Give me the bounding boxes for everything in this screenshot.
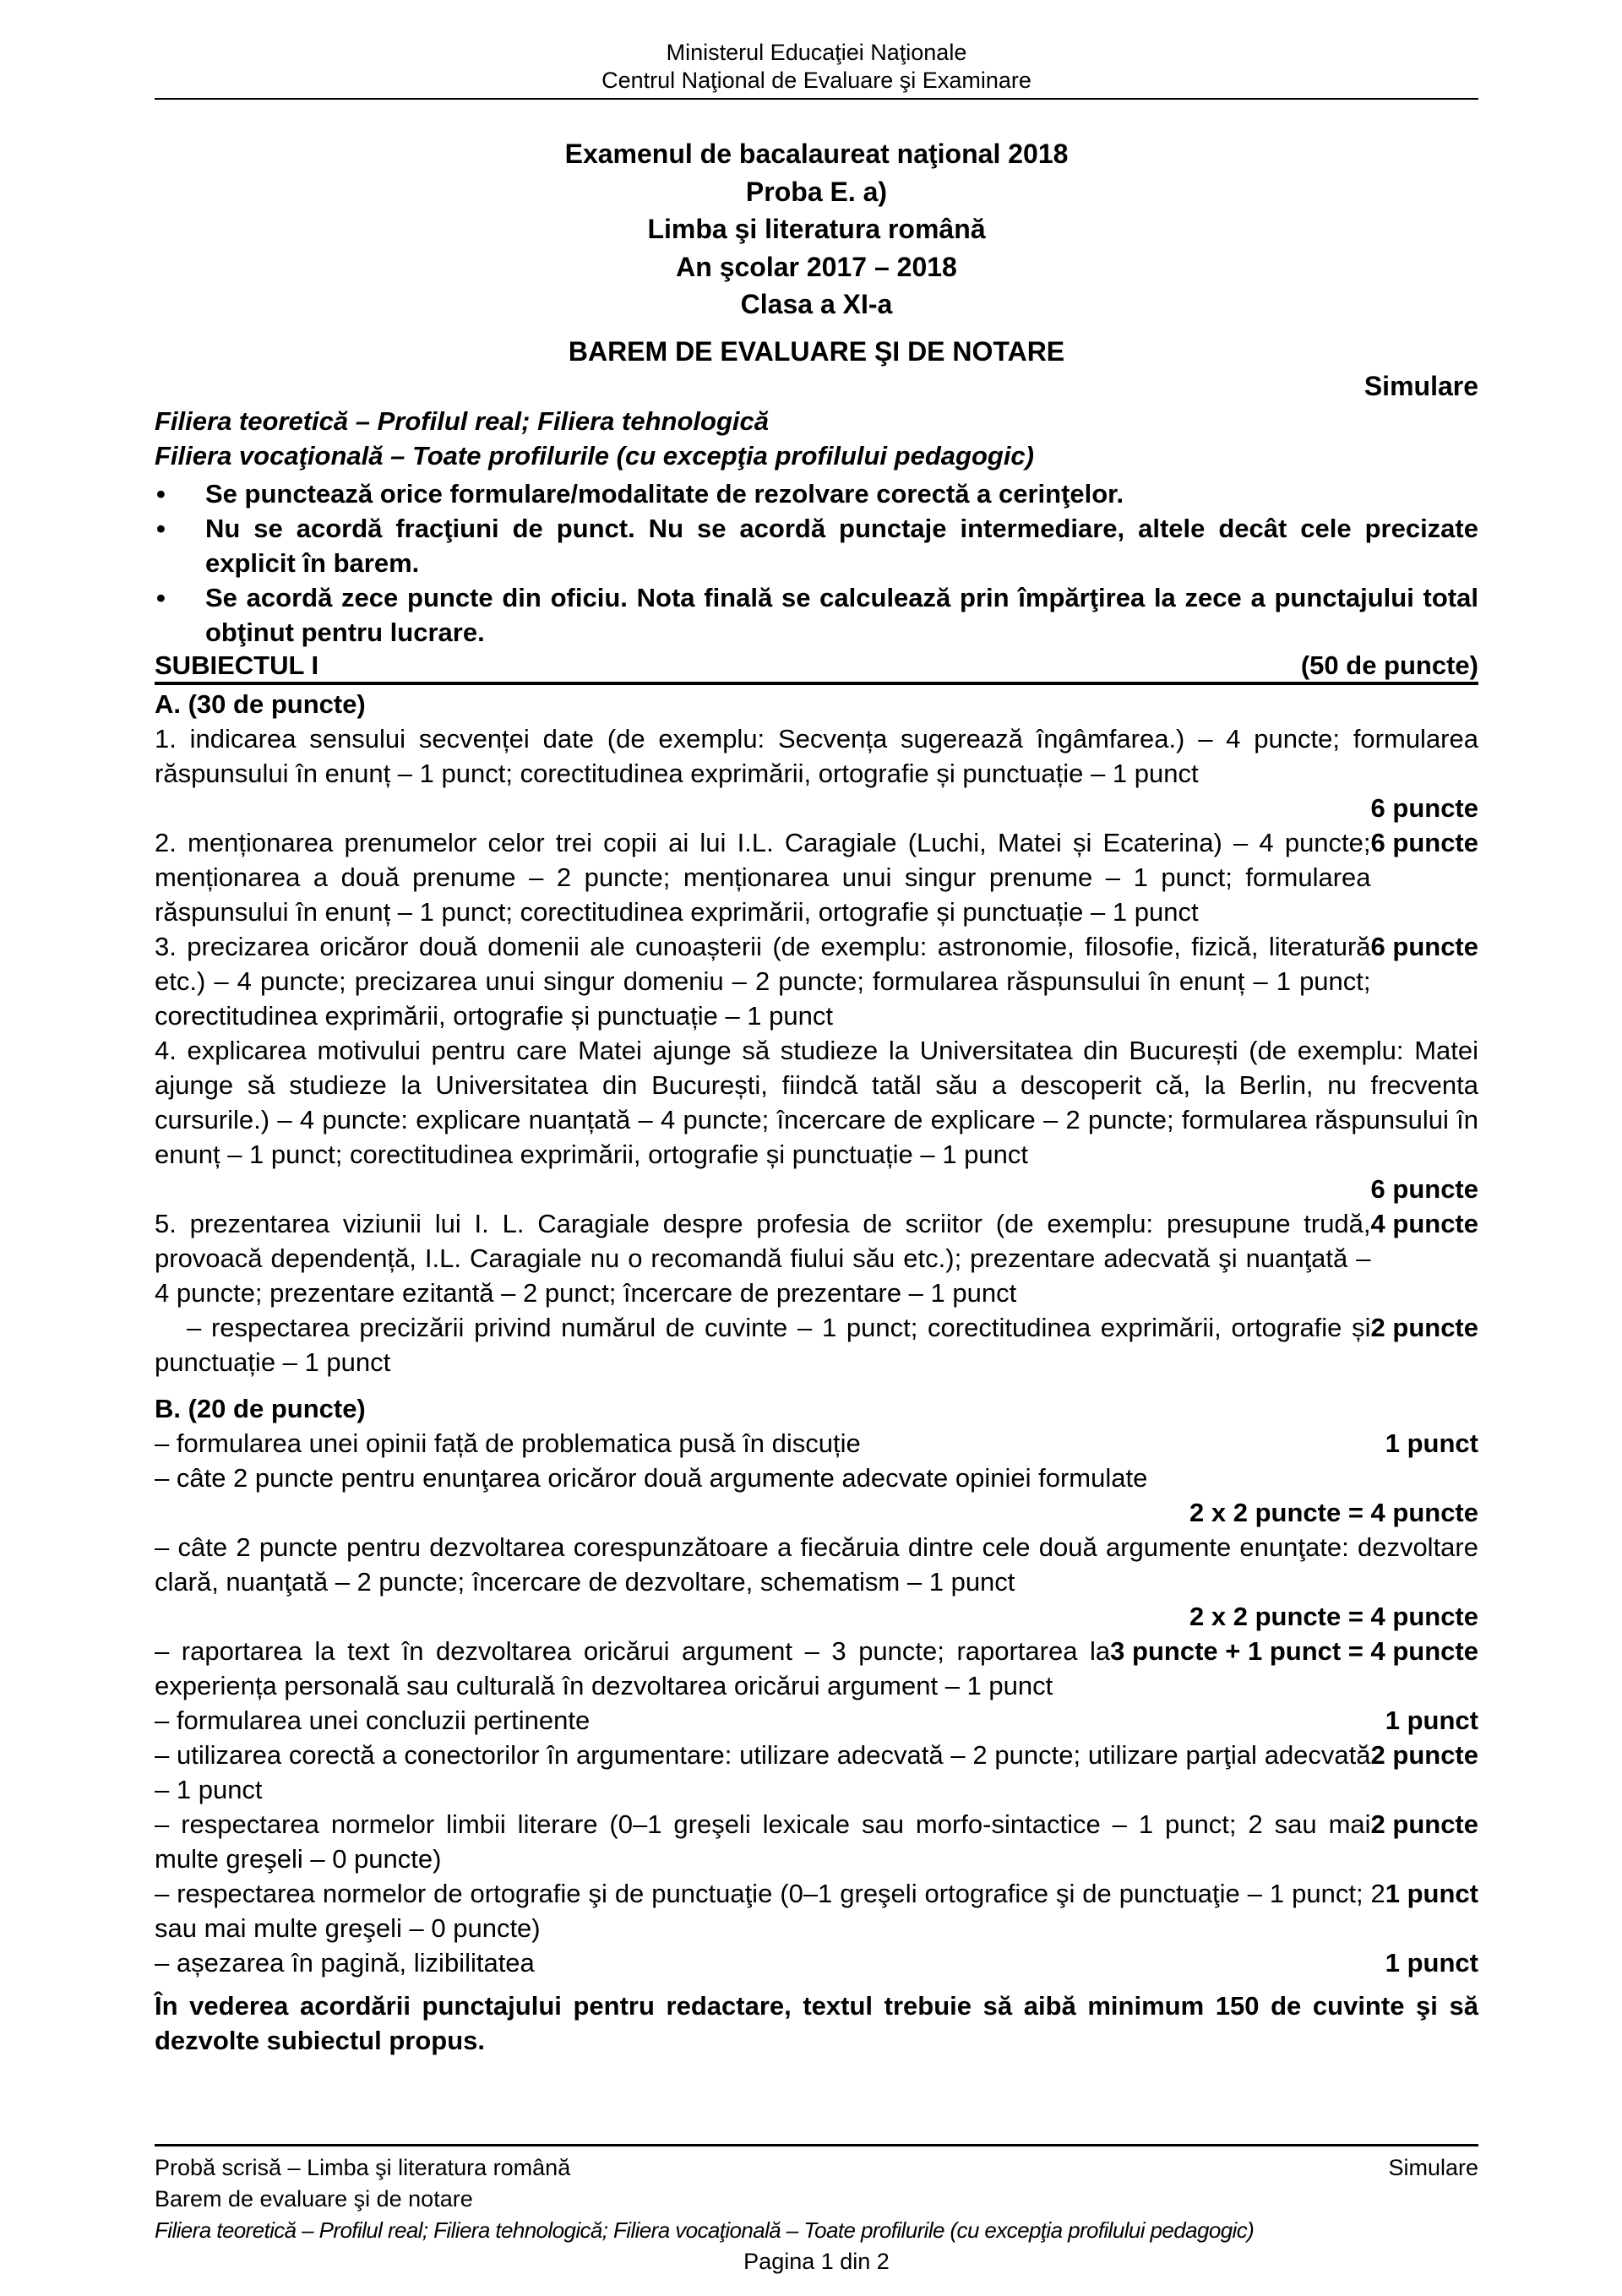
rule-item: • Se punctează orice formulare/modalitate de rezolvare corectă a cerinţelor. (155, 476, 1478, 511)
item-b7: – respectarea normelor limbii literare (0–1 greşeli lexicale sau morfo-sintactice – 1 punct; 2 sau mai multe greşeli – 0 puncte) 2 puncte (155, 1809, 1478, 1874)
item-b6: – utilizarea corectă a conectorilor în argumentare: utilizare adecvată – 2 puncte; utilizare parţial adecvată – 1 punct 2 puncte (155, 1740, 1478, 1804)
rule-item: • Nu se acordă fracţiuni de punct. Nu se acordă punctaje intermediare, altele decât cele precizate explicit în barem. (155, 511, 1478, 580)
item-b9: – așezarea în pagină, lizibilitatea 1 punct (155, 1948, 1478, 1978)
item-b4: – raportarea la text în dezvoltarea oricărui argument – 3 puncte; raportarea la experiența personală sau culturală în dezvoltarea oricărui argument – 1 punct 3 puncte + 1 punct = 4 puncte (155, 1636, 1478, 1700)
bullet-icon: • (156, 583, 166, 612)
subject-points: (50 de puncte) (1300, 650, 1478, 680)
item-b8: – respectarea normelor de ortografie şi de punctuaţie (0–1 greşeli ortografice şi de punctuaţie – 1 punct; 2 sau mai multe greşeli – 0 puncte) 1 punct (155, 1879, 1478, 1943)
school-year: An şcolar 2017 – 2018 (676, 251, 957, 282)
barem-heading: BAREM DE EVALUARE ŞI DE NOTARE (568, 336, 1065, 367)
item-a5-bis: – respectarea precizării privind numărul de cuvinte – 1 punct; corectitudinea exprimării, ortografie și punctuație – 1 punct 2 puncte (155, 1310, 1478, 1379)
grade: Clasa a XI-a (740, 289, 893, 319)
footer-simulare: Simulare (1388, 2155, 1478, 2180)
redactare-note: În vederea acordării punctajului pentru redactare, textul trebuie să aibă minimum 150 de cuvinte şi să dezvolte subiectul propus. (155, 1991, 1478, 2055)
part-a-heading: A. (30 de puncte) (155, 689, 366, 719)
filiera-line-2: Filiera vocaţională – Toate profilurile (cu excepţia profilului pedagogic) (155, 441, 1034, 471)
item-b2-points: 2 x 2 puncte = 4 puncte (1189, 1498, 1478, 1527)
item-a5: 5. prezentarea viziunii lui I. L. Caragiale despre profesia de scriitor (de exemplu: presupune trudă, provoacă dependență, I.L. Caragiale nu o recomandă fiului său etc.); prezentare adecvată şi nuanţată – 4 puncte; prezentare ezitantă – 2 punct; încercare de prezentare – 1 punct 4 puncte (155, 1206, 1478, 1310)
part-b-heading: B. (20 de puncte) (155, 1394, 366, 1423)
footer-barem: Barem de evaluare şi de notare (155, 2186, 473, 2212)
item-b1: – formularea unei opinii față de problematica pusă în discuție 1 punct (155, 1428, 1478, 1458)
page-footer (155, 2152, 1478, 2277)
item-a4: 4. explicarea motivului pentru care Matei ajunge să studieze la Universitatea din București (de exemplu: Matei ajunge să studieze la Universitatea din București, fiindcă tatăl său a descoperit că, la Berlin, nu frecventa cursurile.) – 4 puncte: explicare nuanțată – 4 puncte; încercare de explicare – 2 puncte; formularea răspunsului în enunț – 1 punct; corectitudinea exprimării, ortografie și punctuație – 1 punct (155, 1036, 1478, 1169)
item-a5-points: 4 puncte (1370, 1209, 1478, 1238)
exam-title: Examenul de bacalaureat naţional 2018 (564, 139, 1069, 169)
subject-label: SUBIECTUL I (155, 650, 319, 680)
center-name: Centrul Naţional de Evaluare şi Examinare (601, 68, 1031, 93)
item-a3-points: 6 puncte (1370, 932, 1478, 961)
item-a5-bis-points: 2 puncte (1370, 1313, 1478, 1342)
bullet-icon: • (156, 514, 166, 543)
bullet-icon: • (156, 479, 166, 509)
item-b5: – formularea unei concluzii pertinente 1 punct (155, 1706, 1478, 1735)
footer-filiera: Filiera teoretică – Profilul real; Filiera tehnologică; Filiera vocaţională – Toate profilurile (cu excepţia profilului pedagogic) (155, 2217, 1255, 2243)
item-a4-points: 6 puncte (1370, 1174, 1478, 1204)
footer-exam: Probă scrisă – Limba şi literatura română (155, 2155, 571, 2180)
item-a1-points: 6 puncte (1370, 793, 1478, 823)
page-number: Pagina 1 din 2 (743, 2249, 890, 2274)
item-a2-points: 6 puncte (1370, 828, 1478, 857)
exam-title-block (155, 135, 1478, 324)
ministry-name: Ministerul Educaţiei Naţionale (666, 40, 967, 65)
exam-proba: Proba E. a) (745, 176, 888, 207)
document-body (155, 404, 1478, 2058)
item-a1: 1. indicarea sensului secvenței date (de exemplu: Secvența sugerează îngâmfarea.) – 4 puncte; formularea răspunsului în enunț – 1 punct; corectitudinea exprimării, ortografie și punctuație – 1 punct (155, 724, 1478, 788)
footer-divider (155, 2144, 1478, 2146)
header-divider (155, 98, 1478, 100)
filiera-line-1: Filiera teoretică – Profilul real; Filiera tehnologică (155, 406, 769, 436)
item-a3: 3. precizarea oricăror două domenii ale cunoașterii (de exemplu: astronomie, filosofie, fizică, literatură etc.) – 4 puncte; precizarea unui singur domeniu – 2 puncte; formularea răspunsului în enunț – 1 punct; corectitudinea exprimării, ortografie și punctuație – 1 punct 6 puncte (155, 929, 1478, 1033)
item-a2: 2. menționarea prenumelor celor trei copii ai lui I.L. Caragiale (Luchi, Matei și Ecaterina) – 4 puncte; menționarea a două prenume – 2 puncte; menționarea unui singur prenume – 1 punct; formularea răspunsului în enunț – 1 punct; corectitudinea exprimării, ortografie și punctuație – 1 punct 6 puncte (155, 825, 1478, 929)
item-b3-points: 2 x 2 puncte = 4 puncte (1189, 1602, 1478, 1631)
simulare-label: Simulare (1363, 371, 1478, 401)
item-b3: – câte 2 puncte pentru dezvoltarea corespunzătoare a fiecăruia dintre cele două argumente enunţate: dezvoltare clară, nuanţată – 2 puncte; încercare de dezvoltare, schematism – 1 punct (155, 1532, 1478, 1597)
item-b2: – câte 2 puncte pentru enunţarea oricăror două argumente adecvate opiniei formulate (155, 1463, 1148, 1493)
subject-heading (155, 650, 1478, 685)
exam-subject: Limba şi literatura română (647, 214, 986, 244)
rule-item: • Se acordă zece puncte din oficiu. Nota finală se calculează prin împărţirea la zece a punctajului total obţinut pentru lucrare. (155, 580, 1478, 650)
